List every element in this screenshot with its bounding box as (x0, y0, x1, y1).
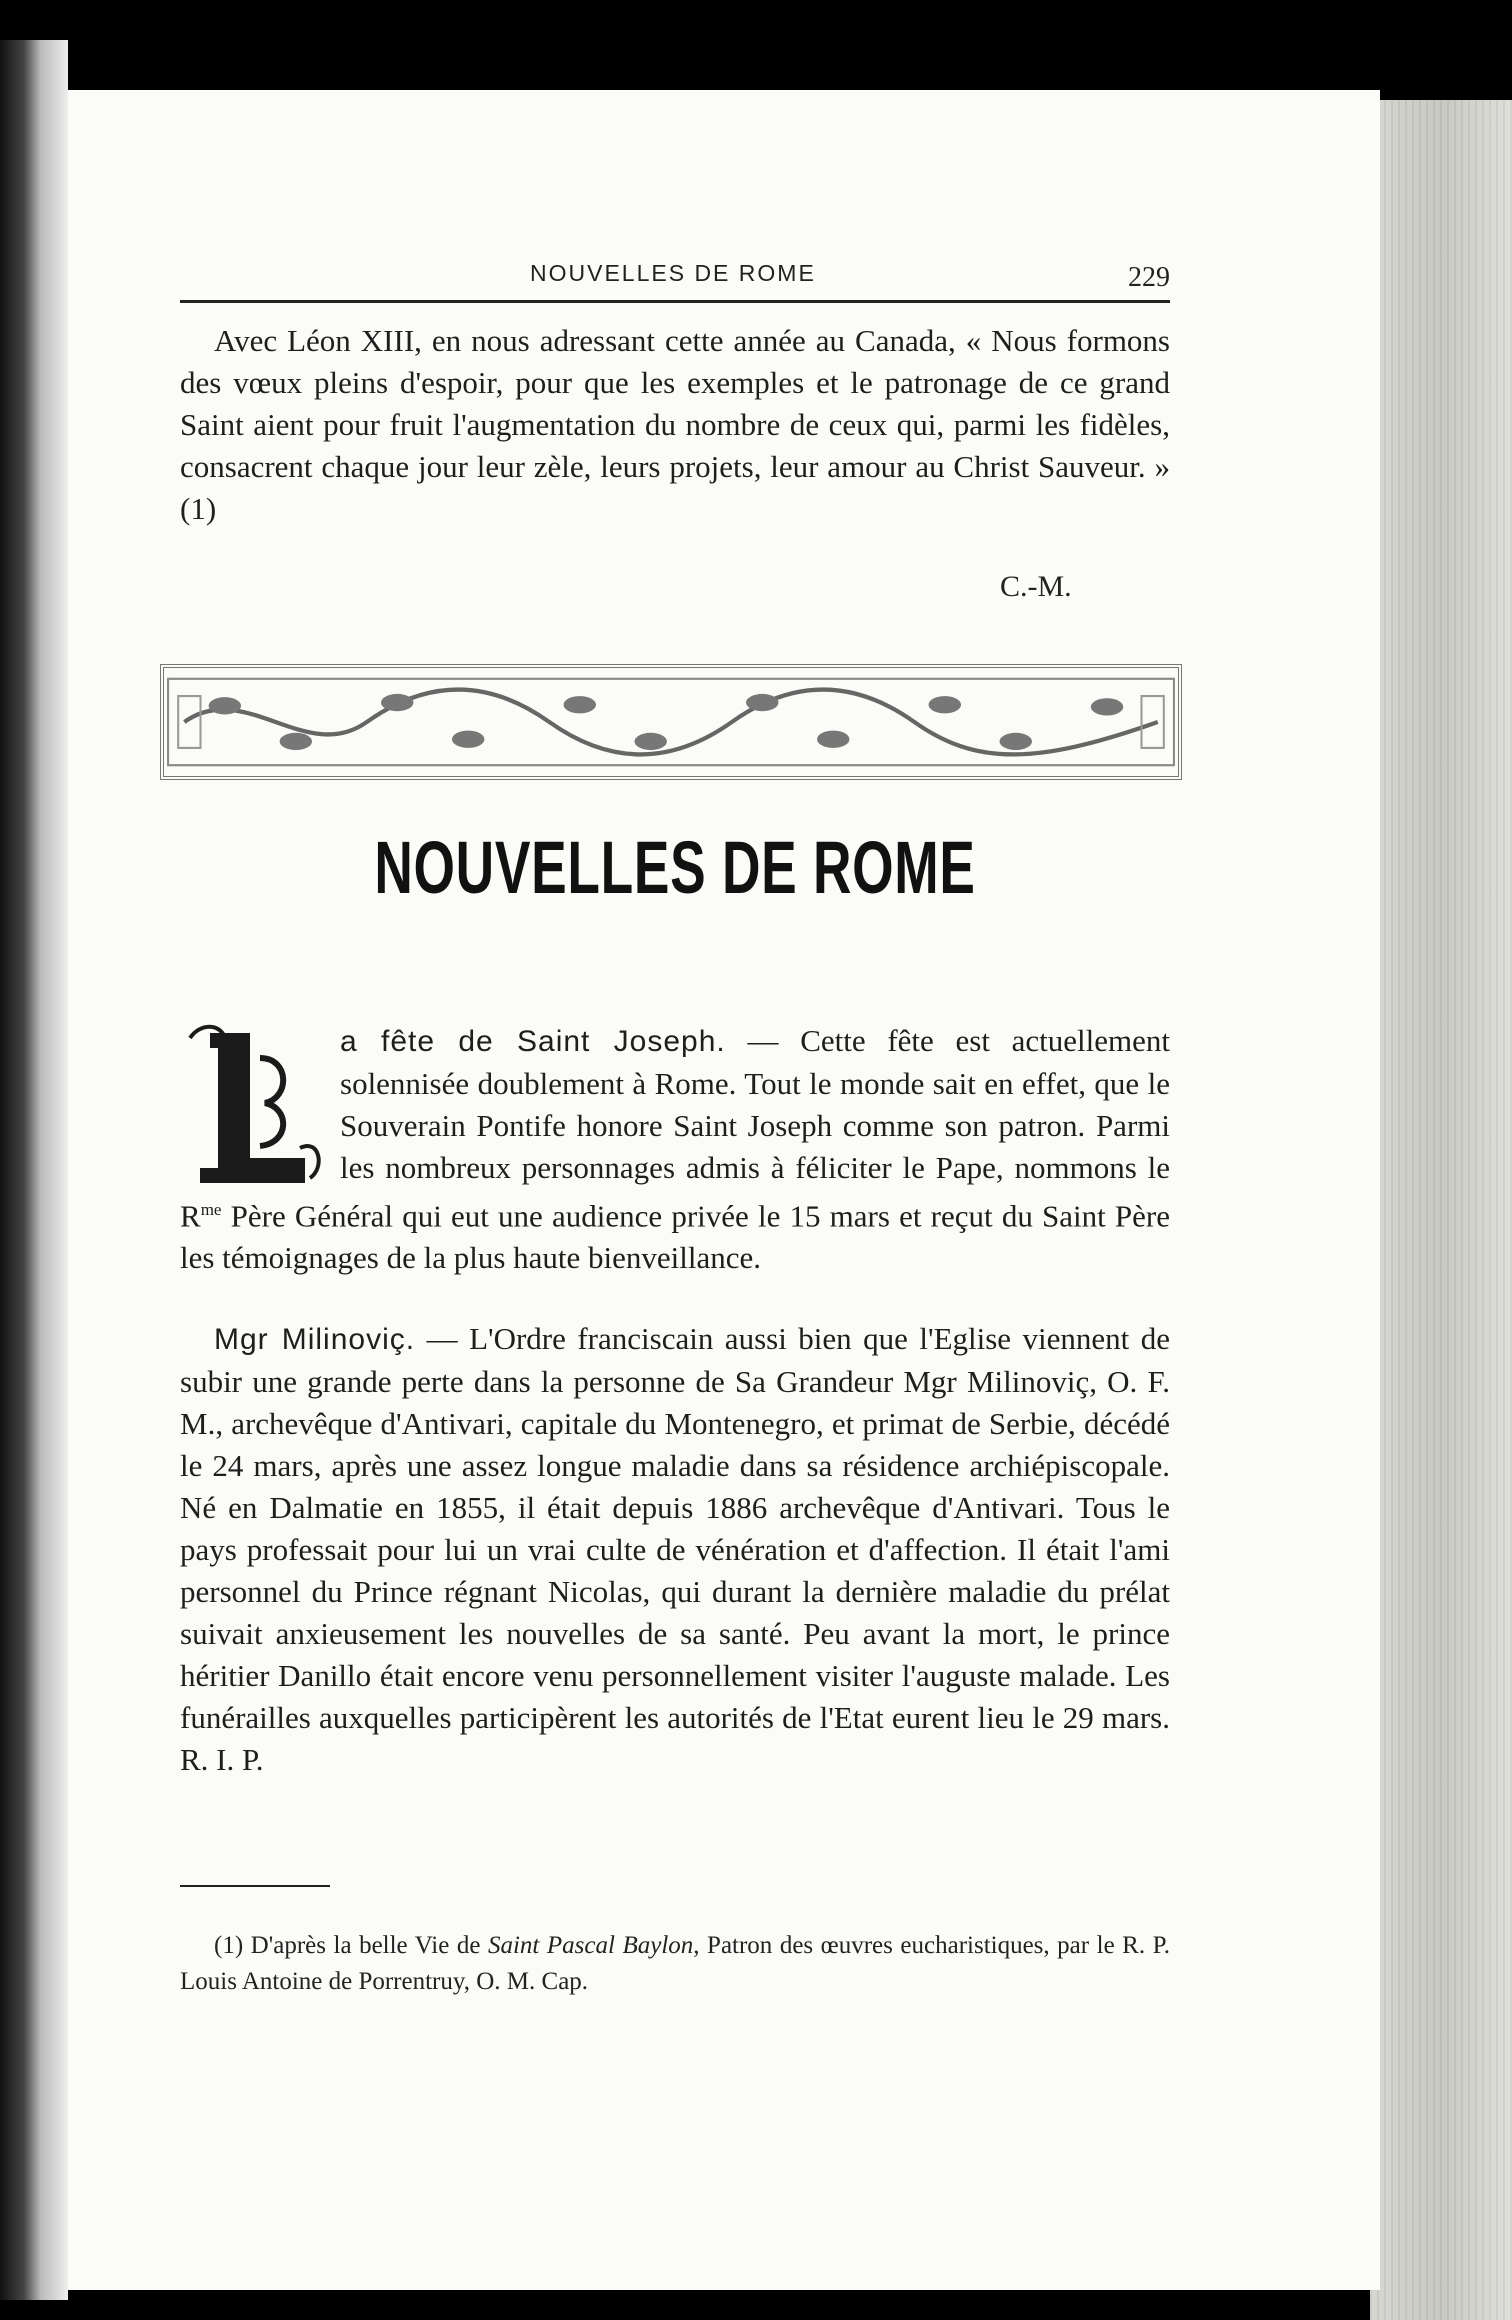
section-heading-milinovic: Mgr Milinoviç. (214, 1323, 416, 1356)
heading-dash-2: — (415, 1321, 470, 1356)
section-saint-joseph (180, 1020, 1170, 1279)
facing-page-edge (0, 40, 68, 2300)
running-head-title: NOUVELLES DE ROME (530, 260, 816, 286)
section-heading-saint-joseph: a fête de Saint Joseph. (340, 1025, 726, 1058)
footnote-text-start: D'après la belle Vie de (243, 1932, 488, 1959)
footnote-marker: (1) (214, 1932, 244, 1959)
footnote-book-title: Saint Pascal Baylon (487, 1932, 694, 1959)
heading-dash: — (725, 1023, 801, 1058)
decorative-ornament-band (160, 664, 1182, 780)
section-milinovic (180, 1318, 1170, 1781)
running-head (180, 260, 1170, 303)
page-number: 229 (1128, 262, 1170, 293)
footnote (180, 1928, 1170, 2000)
article-title: NOUVELLES DE ROME (374, 826, 976, 909)
signature: C.-M. (1000, 570, 1072, 603)
section-body-saint-joseph-end: Père Général qui eut une audience privée le 15 mars et reçut du Saint Père les témoignages de la plus haute bienveillance. (180, 1198, 1170, 1276)
footnote-rule (180, 1885, 330, 1887)
dropcap-letter: L (215, 1168, 216, 1169)
footnote-text-end: , Patron des œuvres eucharistiques, par le R. P. Louis Antoine de Porrentruy, O. M. Cap. (180, 1932, 1171, 1995)
section-body-milinovic: L'Ordre franciscain aussi bien que l'Eglise viennent de subir une grande perte dans la personne de Sa Grandeur Mgr Milinoviç, O. F. M., archevêque d'Antivari, capitale du Montenegro, et primat de Serbie, décédé le 24 mars, après une assez longue maladie dans sa résidence archiépiscopale. Né en Dalmatie en 1855, il était depuis 1886 archevêque d'Antivari. Tous le pays professait pour lui un vrai culte de vénération et d'affection. Il était l'ami personnel du Prince régnant Nicolas, qui durant la dernière maladie du prélat suivait anxieusement les nouvelles de sa santé. Peu avant la mort, le prince héritier Danillo était encore venu personnellement visiter l'auguste malade. Les funérailles auxquelles participèrent les autorités de l'Etat eurent lieu le 29 mars. R. I. P. (180, 1321, 1171, 1777)
intro-paragraph: Avec Léon XIII, en nous adressant cette année au Canada, « Nous formons des vœux pleins d'espoir, pour que les exemples et le patronage de ce grand Saint aient pour fruit l'augmentation du nombre de ceux qui, parmi les fidèles, consacrent chaque jour leur zèle, leurs projets, leur amour au Christ Sauveur. » (1) (180, 323, 1170, 526)
page-stack-edge (1370, 100, 1512, 2320)
dropcap-spacer (180, 1020, 340, 1188)
section-body-saint-joseph: Cette fête est actuellement solennisée doublement à Rome. Tout le monde sait en effet, que le Souverain Pontife honore Saint Joseph comme son patron. Parmi les nombreux personnages admis à féliciter le Pape, nommons le R (180, 1023, 1171, 1234)
vine-ornament-icon (164, 668, 1178, 776)
superscript-me: me (200, 1200, 222, 1219)
